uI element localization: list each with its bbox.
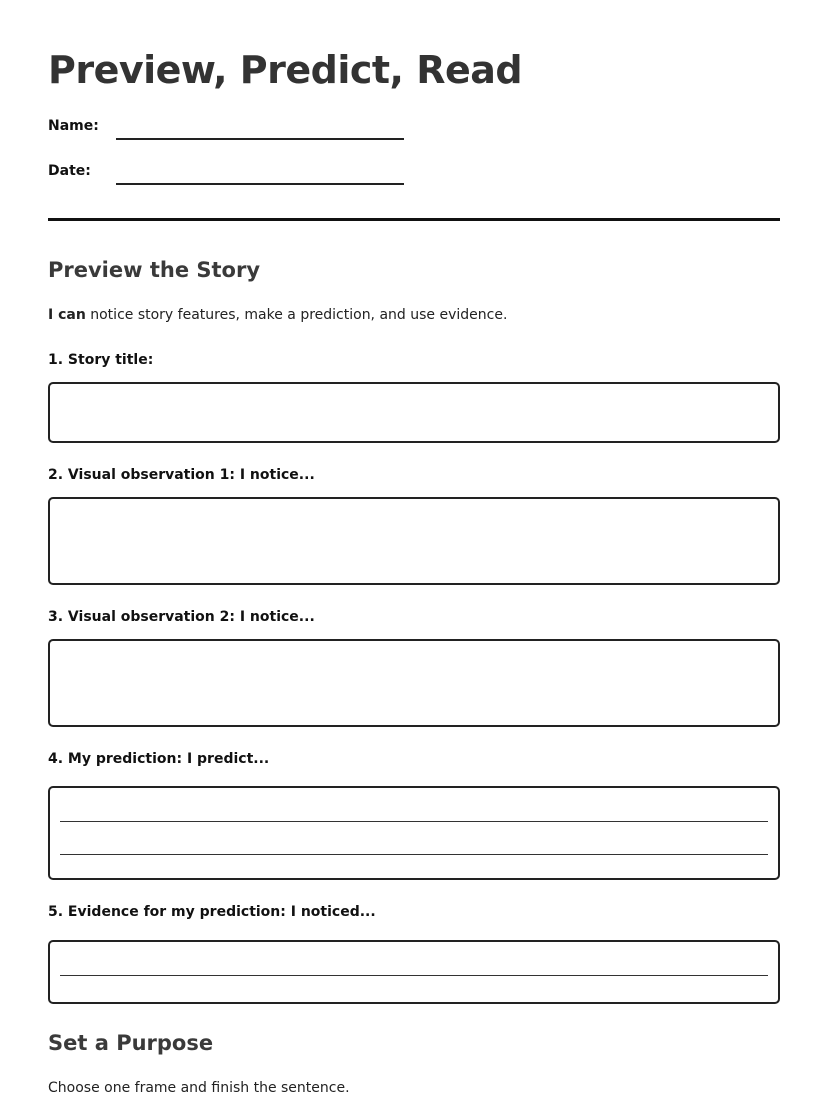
prediction-write-line xyxy=(60,854,768,855)
question-3-label: 3. Visual observation 2: I notice... xyxy=(48,609,315,625)
prediction-write-line xyxy=(60,821,768,822)
learning-target-text: notice story features, make a prediction, and use evidence. xyxy=(85,307,508,323)
visual-observation-1-box[interactable] xyxy=(48,497,780,585)
question-2-label: 2. Visual observation 1: I notice... xyxy=(48,467,315,483)
learning-target-bold: I can xyxy=(48,307,86,323)
question-1-label: 1. Story title: xyxy=(48,352,154,368)
question-4-label: 4. My prediction: I predict... xyxy=(48,751,270,767)
page-title: Preview, Predict, Read xyxy=(48,48,523,92)
date-field[interactable] xyxy=(116,183,404,185)
name-field[interactable] xyxy=(116,138,404,140)
evidence-write-line xyxy=(60,975,768,976)
name-row xyxy=(48,118,408,142)
date-row xyxy=(48,163,408,187)
name-label: Name: xyxy=(48,118,99,134)
learning-target xyxy=(48,307,507,323)
visual-observation-2-box[interactable] xyxy=(48,639,780,727)
purpose-instructions: Choose one frame and finish the sentence. xyxy=(48,1080,350,1096)
question-5-label: 5. Evidence for my prediction: I noticed... xyxy=(48,904,376,920)
date-label: Date: xyxy=(48,163,91,179)
purpose-heading: Set a Purpose xyxy=(48,1031,214,1055)
header-divider xyxy=(48,218,780,221)
story-title-box[interactable] xyxy=(48,382,780,443)
evidence-box[interactable] xyxy=(48,940,780,1004)
prediction-box[interactable] xyxy=(48,786,780,880)
preview-heading: Preview the Story xyxy=(48,258,261,282)
